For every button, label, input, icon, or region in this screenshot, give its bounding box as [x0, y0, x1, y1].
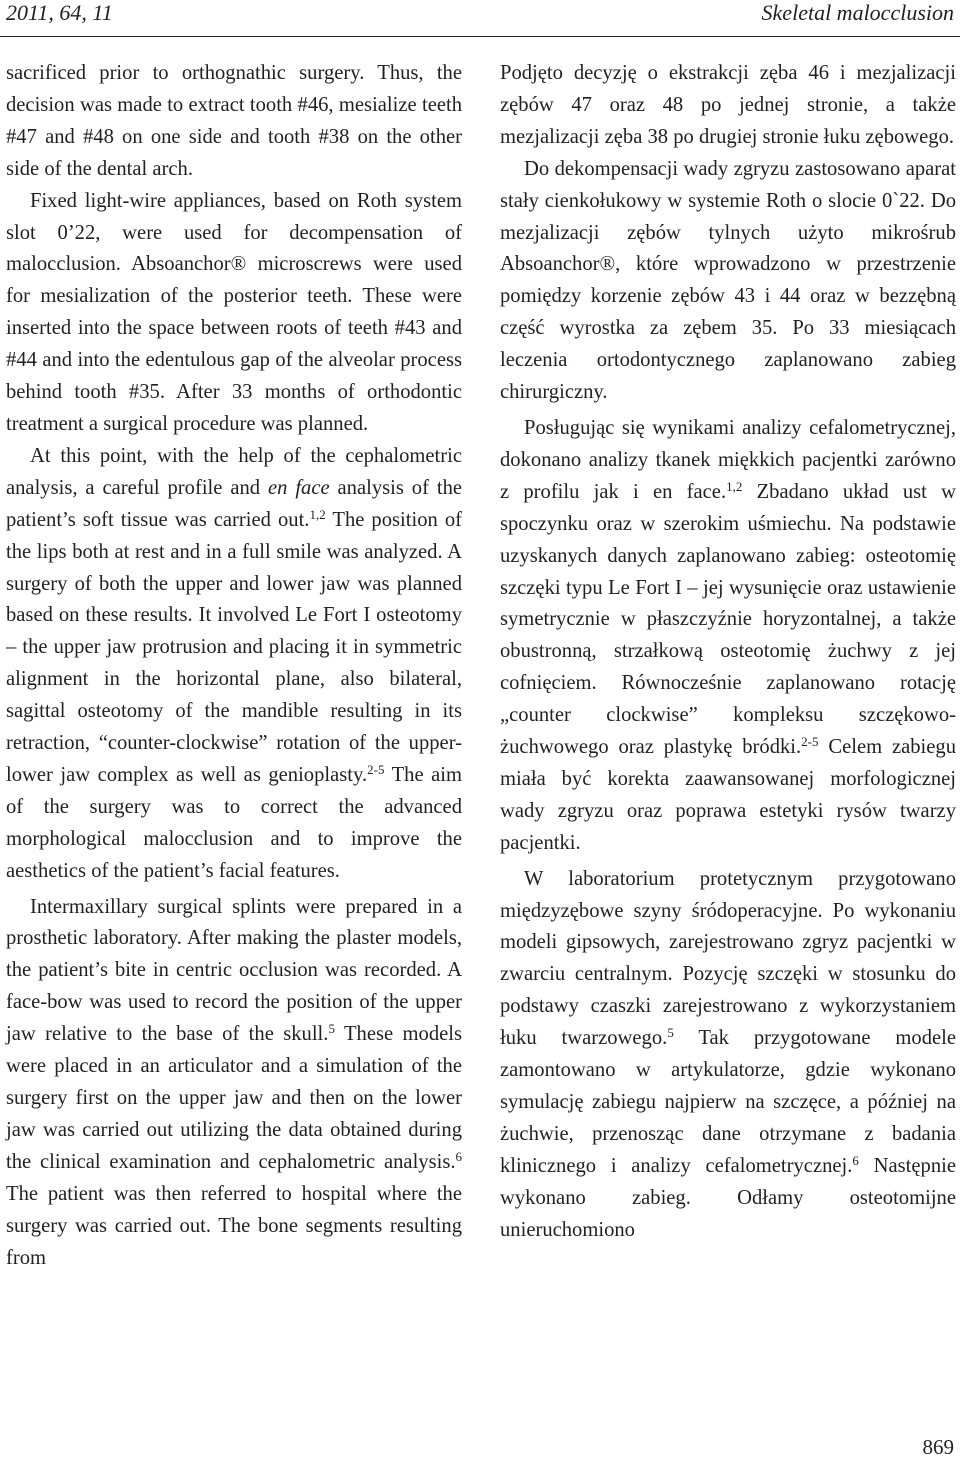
citation: 6 [455, 1148, 462, 1164]
en-paragraph-3 [6, 441, 462, 888]
english-column [6, 58, 462, 1274]
header-rule [0, 36, 960, 37]
pl-paragraph-4 [500, 864, 956, 1247]
text: These models were placed in an articulator and a simulation of the surgery first on the upper jaw and then on the lower jaw was carried out utilizing the data obtained during the clinical examination and cephalometric analysis. [6, 1023, 462, 1173]
en-paragraph-1: sacrificed prior to orthognathic surgery. Thus, the decision was made to extract tooth #46, mesialize teeth #47 and #48 on one side and tooth #38 on the other side of the dental arch. [6, 62, 462, 180]
pl-paragraph-3 [500, 413, 956, 860]
polish-column [500, 58, 956, 1247]
running-header [0, 0, 960, 28]
text: Posługując się wynikami analizy cefalometrycznej, dokonano analizy tkanek miękkich pacjentki zarówno z profilu jak i en face. [500, 416, 956, 503]
citation: 2-5 [367, 761, 385, 777]
en-paragraph-2: Fixed light-wire appliances, based on Roth system slot 0’22, were used for decompensation of malocclusion. Absoanchor® microscrews were used for mesialization of the posterior teeth. These were inserted into the space between roots of teeth #43 and #44 and into the edentulous gap of the alveolar process behind tooth #35. After 33 months of orthodontic treatment a surgical procedure was planned. [6, 189, 462, 435]
text: At this point, with the help of the cephalometric analysis, a careful profile and [6, 444, 462, 499]
text: analysis of the patient’s soft tissue was carried out. [6, 476, 463, 531]
journal-volume: 2011, 64, 11 [6, 0, 113, 25]
text: Intermaxillary surgical splints were prepared in a prosthetic laboratory. After making the plaster models, the patient’s bite in centric occlusion was recorded. A face-bow was used to record the position of the upper jaw relative to the base of the skull. [6, 895, 462, 1046]
text: Tak przygotowane modele zamontowano w artykulatorze, gdzie wykonano symulację zabiegu najpierw na szczęce, a później na żuchwie, przenosząc dane otrzymane z badania klinicznego i analizy cefalometrycznej. [500, 1027, 957, 1177]
citation: 5 [328, 1021, 335, 1037]
text: Następnie wykonano zabieg. Odłamy osteotomijne unieruchomiono [500, 1154, 956, 1241]
citation: 1,2 [726, 478, 743, 494]
running-title: Skeletal malocclusion [761, 0, 954, 25]
en-paragraph-4 [6, 892, 462, 1275]
citation: 6 [852, 1152, 859, 1168]
text: W laboratorium protetycznym przygotowano międzyzębowe szyny śródoperacyjne. Po wykonaniu modeli gipsowych, zarejestrowano zgryz pacjentki w zwarciu centralnym. Pozycję szczęki w stosunku do podstawy czaszki zarejestrowano z wykorzystaniem łuku twarzowego. [500, 867, 956, 1050]
text: Zbadano układ ust w spoczynku oraz w szerokim uśmiechu. Na podstawie uzyskanych danych zaplanowano zabieg: osteotomię szczęki typu Le Fort I – jej wysunięcie oraz ustawienie symetrycznie w płaszczyźnie horyzontalnej, a także obustronną, strzałkową osteotomię żuchwy z jej cofnięciem. Równocześnie zaplanowano rotację „counter clockwise” kompleksu szczękowo-żuchwowego oraz plastykę bródki. [500, 480, 956, 759]
text: The patient was then referred to hospital where the surgery was carried out. The bone segments resulting from [6, 1182, 462, 1269]
pl-paragraph-2: Do dekompensacji wady zgryzu zastosowano aparat stały cienkołukowy w systemie Roth o slocie 0`22. Do mezjalizacji zębów tylnych użyto mikrośrub Absoanchor®, które wprowadzono w przestrzenie pomiędzy korzenie zębów 43 i 44 oraz w bezzębną część wyrostka za zębem 35. Po 33 miesiącach leczenia ortodontycznego zaplanowano zabieg chirurgiczny. [500, 157, 956, 404]
text: Celem zabiegu miała być korekta zaawansowanej morfologicznej wady zgryzu oraz poprawa estetyki rysów twarzy pacjentki. [500, 736, 956, 854]
citation: 2-5 [801, 734, 819, 750]
italic-term: en face [267, 476, 330, 499]
text: The position of the lips both at rest and in a full smile was analyzed. A surgery of both the upper and lower jaw was planned based on these results. It involved Le Fort I osteotomy – the upper jaw protrusion and placing it in symmetric alignment in the horizontal plane, also bilateral, sagittal osteotomy of the mandible resulting in its retraction, “counter-clockwise” rotation of the upper-lower jaw complex as well as genioplasty. [6, 508, 462, 786]
citation: 1,2 [309, 506, 326, 522]
citation: 5 [667, 1025, 674, 1041]
page-number: 869 [922, 1435, 954, 1459]
pl-paragraph-1: Podjęto decyzję o ekstrakcji zęba 46 i mezjalizacji zębów 47 oraz 48 po jednej stronie, a także mezjalizacji zęba 38 po drugiej stronie łuku zębowego. [500, 62, 956, 148]
text: The aim of the surgery was to correct the advanced morphological malocclusion and to improve the aesthetics of the patient’s facial features. [6, 763, 462, 882]
